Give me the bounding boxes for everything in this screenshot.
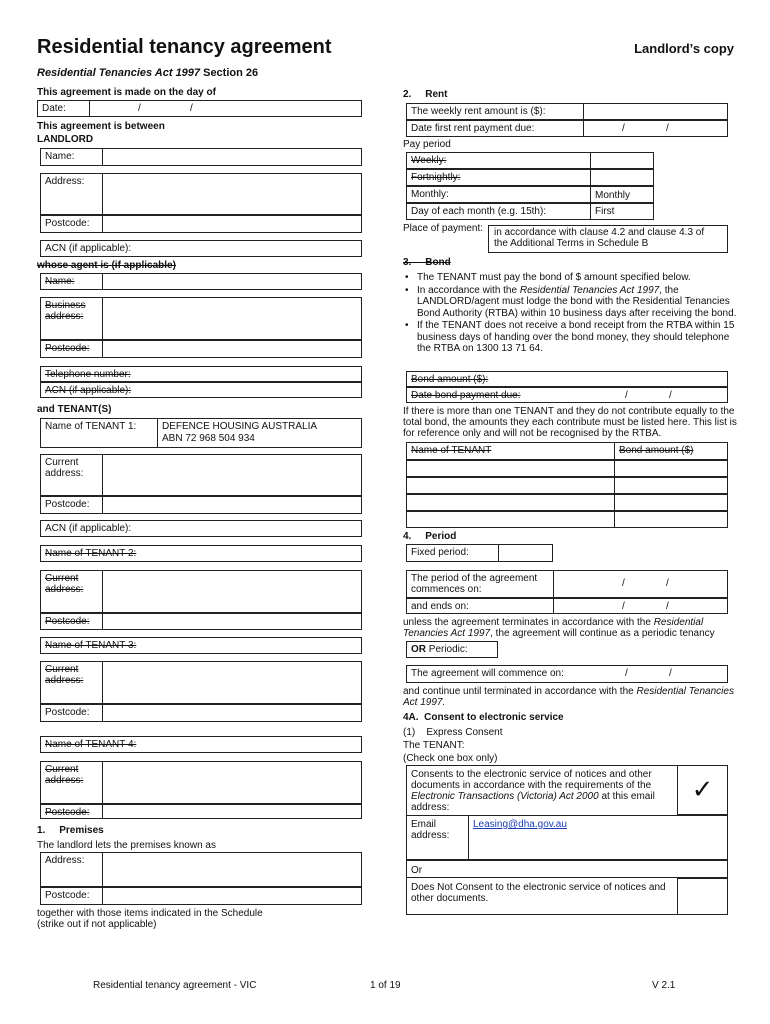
- continue-act: Residential Tenancies Act 1997.: [403, 686, 734, 708]
- tenant4-name-row: [40, 736, 362, 753]
- period-heading: 4. Period: [403, 531, 457, 542]
- tenant1-postcode-row: [40, 496, 362, 514]
- first-rent-field[interactable]: [584, 121, 727, 136]
- page-title: Residential tenancy agreement: [37, 36, 332, 58]
- weekly-label: Weekly:: [407, 153, 591, 168]
- or-row: [406, 860, 728, 878]
- tenant2-postcode-field[interactable]: [103, 614, 361, 629]
- tenant4-address-field[interactable]: [103, 762, 361, 803]
- tenant2-address-field[interactable]: [103, 571, 361, 612]
- bond-bullet-2a: In accordance with the: [417, 284, 520, 296]
- periodic-field[interactable]: [407, 642, 497, 657]
- tenant2-name-row: [40, 545, 362, 562]
- tenant4-postcode-field[interactable]: [103, 805, 361, 818]
- table-row: [406, 460, 728, 477]
- act-section: Section 26: [200, 67, 259, 79]
- consents-b: at this email address:: [411, 791, 655, 813]
- tenant1-address-row: [40, 454, 362, 496]
- tenant4-postcode-label: Postcode:: [41, 805, 103, 818]
- tenant1-name-row: [40, 418, 362, 448]
- page-number: 1 of 19: [370, 980, 401, 991]
- version: V 2.1: [652, 980, 676, 991]
- tenant2-address-label: Current address:: [41, 571, 103, 612]
- landlord-acn-row: [40, 240, 362, 257]
- commences-row: [406, 570, 728, 598]
- date-sep-2: /: [190, 103, 193, 114]
- or-label: Or: [411, 865, 423, 876]
- email-label: Email address:: [411, 819, 450, 841]
- agent-address-row: [40, 297, 362, 340]
- agent-address-label: Business address:: [41, 298, 103, 339]
- bond-table-header: [406, 442, 728, 460]
- email-value[interactable]: Leasing@dha.gov.au: [473, 819, 567, 830]
- bond-amount-field[interactable]: Bond amount ($):: [411, 374, 489, 385]
- tenant1-name-line2: ABN 72 968 504 934: [162, 433, 255, 444]
- premises-address-label: Address:: [41, 853, 103, 886]
- consents-a: Consents to the electronic service of notices and other documents in accordance with the requirements of the: [411, 769, 652, 791]
- bond-name-cell[interactable]: [407, 512, 615, 527]
- rent-heading: 2. Rent: [403, 89, 448, 100]
- tenant3-name-row: [40, 637, 362, 654]
- premises-address-field[interactable]: [103, 853, 361, 886]
- first-rent-label: Date first rent payment due:: [407, 121, 584, 136]
- commences-sep-1: /: [622, 578, 625, 589]
- bond-name-cell[interactable]: [407, 495, 615, 510]
- landlord-name-field[interactable]: [103, 149, 361, 165]
- place-line2: the Additional Terms in Schedule B: [494, 238, 649, 249]
- periodic-or: OR: [411, 644, 426, 655]
- agent-phone-field[interactable]: Telephone number:: [45, 369, 131, 380]
- monthly-row: [406, 186, 654, 203]
- will-commence-label: The agreement will commence on:: [411, 668, 564, 679]
- tenant4-address-row: [40, 761, 362, 804]
- check-one-label: (Check one box only): [403, 753, 498, 764]
- not-consent-text: Does Not Consent to the electronic service of notices and other documents.: [411, 882, 666, 904]
- weekly-row: [406, 152, 654, 169]
- day-of-month-field[interactable]: First: [595, 206, 615, 217]
- tenant2-address-row: [40, 570, 362, 613]
- bond-name-cell[interactable]: [407, 461, 615, 476]
- together-line1: together with those items indicated in the Schedule: [37, 908, 263, 919]
- table-row: [406, 494, 728, 511]
- tenant4-name-field[interactable]: Name of TENANT 4:: [45, 739, 137, 750]
- fixed-period-label: Fixed period:: [407, 545, 499, 561]
- place-line1: in accordance with clause 4.2 and clause 4.3 of: [494, 227, 705, 238]
- landlord-postcode-label: Postcode:: [41, 216, 103, 232]
- act-name: Residential Tenancies Act 1997: [37, 67, 201, 79]
- unless-act: Residential Tenancies Act 1997: [403, 617, 704, 639]
- premises-lets-text: The landlord lets the premises known as: [37, 840, 216, 851]
- bond-bullet-3: • If the TENANT does not receive a bond receipt from the RTBA within 15 business days of handing over the bond money, they should telephone the RTBA on 1300 13 71 64.: [403, 320, 743, 355]
- commences-line1: The period of the agreement: [411, 573, 538, 584]
- tenant1-name-label: Name of TENANT 1:: [41, 419, 158, 447]
- landlord-address-field[interactable]: [103, 174, 361, 214]
- pay-period-label: Pay period: [403, 139, 451, 150]
- act-reference: [37, 67, 258, 79]
- bond-note: If there is more than one TENANT and they do not contribute equally to the total bond, the amounts they each contribute must be listed here. This list is for reference only and will not be recognised by the RTBA.: [403, 406, 737, 439]
- tenant1-postcode-label: Postcode:: [41, 497, 103, 513]
- date-sep-1: /: [138, 103, 141, 114]
- premises-postcode-field[interactable]: [103, 888, 361, 904]
- the-tenant-label: The TENANT:: [403, 740, 465, 751]
- bond-bullet-2-act: Residential Tenancies Act 1997: [519, 284, 660, 296]
- agent-name-field[interactable]: [103, 274, 361, 289]
- bond-bullet-1: • The TENANT must pay the bond of $ amount specified below.: [403, 272, 743, 284]
- fortnightly-label: Fortnightly:: [407, 170, 591, 185]
- place-of-payment-field[interactable]: [488, 225, 728, 253]
- date-row: [37, 100, 362, 117]
- express-consent: (1) Express Consent: [403, 727, 503, 738]
- periodic-label: Periodic:: [426, 644, 468, 655]
- date-field[interactable]: [90, 101, 361, 116]
- landlord-postcode-field[interactable]: [103, 216, 361, 232]
- tenants-heading: and TENANT(S): [37, 404, 112, 415]
- tenant1-address-label: Current address:: [41, 455, 103, 495]
- continue-text: [403, 686, 738, 708]
- unless-a: unless the agreement terminates in accordance with the: [403, 617, 654, 628]
- between-text: This agreement is between: [37, 121, 165, 132]
- table-row: [406, 477, 728, 494]
- landlord-acn-field[interactable]: ACN (if applicable):: [45, 243, 132, 254]
- landlord-name-row: [40, 148, 362, 166]
- premises-address-row: [40, 852, 362, 887]
- tenant2-postcode-label: Postcode:: [41, 614, 103, 629]
- landlord-name-label: Name:: [41, 149, 103, 165]
- landlord-heading: LANDLORD: [37, 134, 94, 145]
- bond-bullet-2: [403, 285, 743, 320]
- monthly-label: Monthly:: [407, 187, 591, 202]
- bond-amount-row: [406, 371, 728, 387]
- unless-text: [403, 617, 738, 639]
- periodic-row: [406, 641, 498, 658]
- tenant3-postcode-field[interactable]: [103, 705, 361, 721]
- agent-postcode-field[interactable]: [103, 341, 361, 357]
- continue-a: and continue until terminated in accordance with the: [403, 686, 637, 697]
- weekly-field[interactable]: [591, 153, 653, 168]
- bond-due-sep-2: /: [669, 390, 672, 401]
- bond-amount-cell[interactable]: [615, 512, 727, 527]
- made-on-text: This agreement is made on the day of: [37, 87, 216, 98]
- day-of-month-label: Day of each month (e.g. 15th):: [407, 204, 591, 219]
- bond-amount-cell[interactable]: [615, 461, 727, 476]
- place-of-payment-label: Place of payment:: [403, 223, 484, 234]
- will-commence-row: [406, 665, 728, 683]
- agent-acn-field[interactable]: ACN (if applicable):: [45, 385, 132, 396]
- bond-name-cell[interactable]: [407, 478, 615, 493]
- agent-postcode-label: Postcode:: [41, 341, 103, 357]
- monthly-field[interactable]: Monthly: [595, 190, 631, 201]
- ends-on-field[interactable]: [554, 599, 727, 613]
- consent-checkbox[interactable]: [677, 765, 728, 815]
- tenant1-name-field[interactable]: [158, 419, 361, 447]
- tenant1-postcode-field[interactable]: [103, 497, 361, 513]
- ends-on-row: [406, 598, 728, 614]
- date-label: Date:: [38, 101, 90, 116]
- consents-text: [411, 769, 671, 813]
- together-line2: (strike out if not applicable): [37, 919, 157, 930]
- landlord-address-label: Address:: [41, 174, 103, 214]
- bond-bullets: [403, 272, 743, 356]
- landlord-postcode-row: [40, 215, 362, 233]
- agent-name-label: Name:: [41, 274, 103, 289]
- fortnightly-row: [406, 169, 654, 186]
- footer-title: Residential tenancy agreement - VIC: [93, 980, 257, 991]
- bond-bullet-2b: , the LANDLORD/agent must lodge the bond with the Residential Tenancies Bond Authority (RTBA) within 10 business days after receiving the bond.: [417, 284, 737, 319]
- consent-heading: 4A. Consent to electronic service: [403, 712, 564, 723]
- first-rent-sep-1: /: [622, 123, 625, 134]
- landlord-address-row: [40, 173, 362, 215]
- fixed-period-row: [406, 544, 553, 562]
- bond-due-label: Date bond payment due:: [411, 390, 521, 401]
- tenant3-postcode-row: [40, 704, 362, 722]
- weekly-rent-field[interactable]: [584, 104, 727, 119]
- ends-sep-1: /: [622, 601, 625, 612]
- tenant1-acn-field[interactable]: ACN (if applicable):: [45, 523, 132, 534]
- weekly-rent-label: The weekly rent amount is ($):: [407, 104, 584, 119]
- tenant1-name-line1: DEFENCE HOUSING AUSTRALIA: [162, 421, 318, 432]
- commences-line2: commences on:: [411, 584, 482, 595]
- agent-acn-row: [40, 382, 362, 398]
- premises-heading: 1. Premises: [37, 825, 104, 836]
- weekly-rent-row: [406, 103, 728, 120]
- check-icon: ✓: [691, 774, 714, 804]
- tenant4-postcode-row: [40, 804, 362, 819]
- consents-act: Electronic Transactions (Victoria) Act 2000: [411, 791, 599, 802]
- fixed-period-field[interactable]: [499, 545, 552, 561]
- bond-due-field[interactable]: [407, 388, 727, 402]
- table-row: [406, 511, 728, 528]
- tenant3-address-row: [40, 661, 362, 704]
- tenant3-name-field[interactable]: Name of TENANT 3:: [45, 640, 137, 651]
- ends-sep-2: /: [666, 601, 669, 612]
- bond-amount-cell[interactable]: [615, 478, 727, 493]
- bond-col-amount: Bond amount ($): [619, 445, 694, 456]
- premises-postcode-row: [40, 887, 362, 905]
- copy-label: Landlord’s copy: [634, 41, 734, 56]
- will-commence-sep-2: /: [669, 668, 672, 679]
- commences-field[interactable]: [554, 571, 727, 597]
- will-commence-field[interactable]: [407, 666, 727, 682]
- agent-name-row: [40, 273, 362, 290]
- tenant2-name-field[interactable]: Name of TENANT 2:: [45, 548, 137, 559]
- tenant2-postcode-row: [40, 613, 362, 630]
- tenant1-address-field[interactable]: [103, 455, 361, 495]
- fortnightly-field[interactable]: [591, 170, 653, 185]
- tenant1-acn-row: [40, 520, 362, 537]
- bond-col-name: Name of TENANT: [407, 443, 615, 459]
- tenant3-postcode-label: Postcode:: [41, 705, 103, 721]
- tenant4-address-label: Current address:: [41, 762, 103, 803]
- bond-due-sep-1: /: [625, 390, 628, 401]
- ends-on-label: and ends on:: [407, 599, 554, 613]
- commences-sep-2: /: [666, 578, 669, 589]
- agent-address-field[interactable]: [103, 298, 361, 339]
- agent-heading: whose agent is (if applicable): [37, 260, 176, 271]
- not-consent-checkbox[interactable]: [677, 878, 728, 915]
- first-rent-sep-2: /: [666, 123, 669, 134]
- unless-b: , the agreement will continue as a periodic tenancy: [490, 628, 715, 639]
- tenant3-address-label: Current address:: [41, 662, 103, 703]
- commences-label: [407, 571, 554, 597]
- first-rent-row: [406, 120, 728, 137]
- bond-heading: 3. Bond: [403, 257, 451, 268]
- agent-phone-row: [40, 366, 362, 382]
- bond-amount-cell[interactable]: [615, 495, 727, 510]
- day-of-month-row: [406, 203, 654, 220]
- tenant3-address-field[interactable]: [103, 662, 361, 703]
- bond-due-row: [406, 387, 728, 403]
- premises-postcode-label: Postcode:: [41, 888, 103, 904]
- agent-postcode-row: [40, 340, 362, 358]
- will-commence-sep-1: /: [625, 668, 628, 679]
